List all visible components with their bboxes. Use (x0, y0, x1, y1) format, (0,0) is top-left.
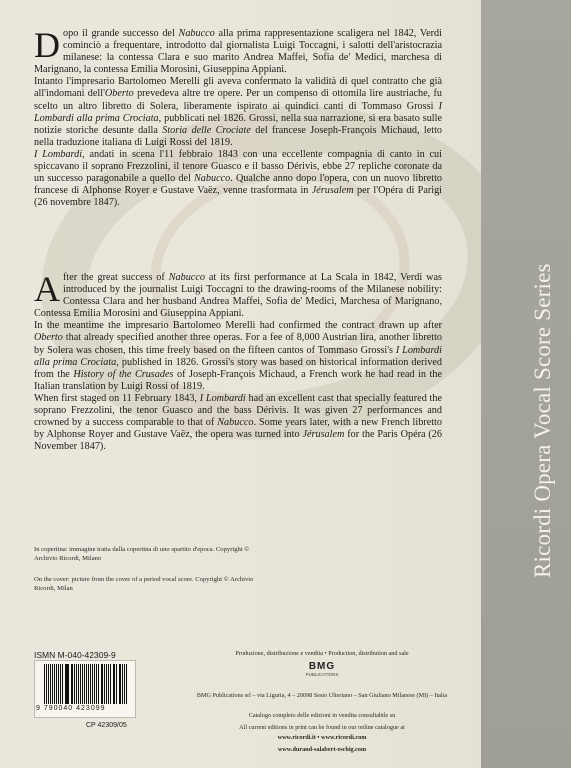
italian-paragraph-1: Dopo il grande successo del Nabucco alla prima rappresentazione scaligera nel 1842, Verdi cominciò a frequentare, introdotto dal giornalista Luigi Toccagni, i salotti dell'aristocrazia milanese: la contessa Clara e suo marito Andrea Maffei, Sofia de' Medici, marchesa di Marignano, la contessa Emilia Morosini, Giuseppina Appiani. (34, 25, 442, 76)
cover-credit-english: On the cover: picture from the cover of a period vocal score. Copyright © Archivio Ricordi, Milan (34, 576, 254, 592)
website-link-dse[interactable]: www.durand-salabert-eschig.com (277, 746, 367, 753)
english-paragraph-1: After the great success of Nabucco at its first performance at La Scala in 1842, Verdi was introduced by the journalist Luigi Toccagni to the drawing-rooms of the Milanese nobility: Contessa Clara and her husband Andrea Maffei, Sofia de' Medici, Marchesa of Marignano, Contessa Emilia Morosini and Giuseppina Appiani. (34, 269, 442, 320)
dropcap-d: D (34, 25, 60, 65)
barcode-bar (72, 664, 73, 704)
production-line: Produzione, distribuzione e vendita • Production, distribution and sale (235, 650, 409, 657)
dropcap-a: A (34, 269, 60, 309)
catalog-code: CP 42309/05 (86, 722, 127, 729)
barcode-bar (88, 664, 89, 704)
series-title: Ricordi Opera Vocal Score Series (530, 263, 555, 578)
bmg-logo (296, 661, 348, 687)
cover-credit-italian: In copertina: immagine tratta dalla copertina di uno spartito d'epoca. Copyright © Archivio Ricordi, Milano (34, 546, 250, 562)
barcode-bar (67, 664, 68, 704)
barcode-bar (110, 664, 111, 704)
catalog-note-italian: Catalogo completo delle edizioni in vendita consultabile su (248, 712, 396, 719)
catalog-note-english: All current editions in print can be found in our online catalogue at (239, 724, 405, 731)
barcode-bar (78, 664, 79, 704)
bmg-logo-sub: PUBLICATIONS (305, 672, 339, 677)
barcode-bar (116, 664, 117, 704)
barcode-bar (60, 664, 61, 704)
italian-paragraph-3: I Lombardi, andati in scena l'11 febbraio 1843 con una eccellente compagnia di canto in cui spiccavano il soprano Frezzolini, il tenore Guasco e il basso Dérivis, ebbe 27 repliche coronate da un successo paragonabile a quello del Nabucco. Qualche anno dopo l'opera, con un nuovo libretto francese di Alphonse Royer e Gustave Vaëz, venne trasformata in Jérusalem per l'Opéra di Parigi (26 novembre 1847). (34, 148, 442, 209)
barcode-icon (44, 664, 128, 704)
italian-text-block (34, 25, 443, 209)
english-paragraph-3: When first staged on 11 February 1843, I Lombardi had an excellent cast that specially featured the soprano Frezzolini, the tenor Guasco and the bass Dérivis. It was given 27 performances and crowned by a success comparable to that of Nabucco. Some years later, with a new French libretto by Alphonse Royer and Gustave Vaëz, the opera was turned into Jérusalem for the Paris Opéra (26 November 1847). (34, 392, 442, 453)
barcode-bar (108, 664, 109, 704)
barcode-number: 9 790040 423099 (36, 705, 106, 712)
website-link-ricordi[interactable]: www.ricordi.it • www.ricordi.com (277, 734, 367, 741)
barcode-bar (90, 664, 91, 704)
barcode-bar (48, 664, 49, 704)
barcode-bar (54, 664, 55, 704)
barcode-bar (58, 664, 59, 704)
italian-paragraph-2: Intanto l'impresario Bartolomeo Merelli gli aveva confermato la validità di quel contratto che già all'indomani dell'Oberto prevedeva altre tre opere. Per un compenso di ottomila lire austriache, fu scelto un altro libretto di Solera, liberamente ispirato ai quindici canti di Tommaso Grossi I Lombardi alla prima Crociata, pubblicati nel 1826. Grossi, nella sua narrazione, si era basato sulle notizie storiche desunte dalla Storia delle Crociate del francese Joseph-François Michaud, letto nella traduzione italiana di Luigi Rossi del 1819. (34, 76, 443, 148)
english-paragraph-2: In the meantime the impresario Bartolomeo Merelli had confirmed the contract drawn up after Oberto that already specified another three operas. For a fee of 8,000 Austrian lira, another libretto by Solera was chosen, this time freely based on the fifteen cantos of Tommaso Grossi's I Lombardi alla prima Crociata, published in 1826. Grossi's story was based on historical information derived from the History of the Crusades of Joseph-François Michaud, a French work he had read in the Italian translation by Luigi Rossi of 1819. (34, 320, 442, 392)
english-text-block (34, 269, 442, 453)
bmg-logo-mark: BMG (308, 661, 336, 672)
barcode-bar (126, 664, 127, 704)
ismn-code: ISMN M-040-42309-9 (34, 650, 116, 660)
publisher-address: BMG Publications srl – via Liguria, 4 – 20098 Sesto Ulteriano – San Giuliano Milanese (MI) – Italia (196, 692, 448, 699)
barcode-bar (122, 664, 123, 704)
barcode-bar (82, 664, 83, 704)
series-sidebar (481, 0, 571, 768)
barcode-bar (96, 664, 97, 704)
barcode-bar (102, 664, 103, 704)
